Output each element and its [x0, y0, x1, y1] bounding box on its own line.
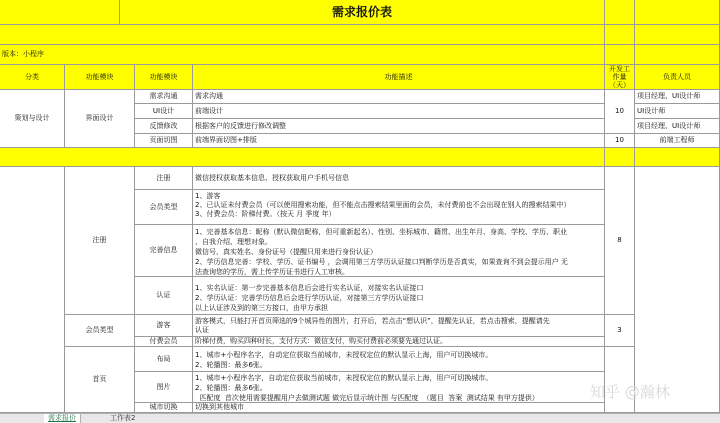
- row-name[interactable]: 游客: [135, 315, 193, 337]
- row-name[interactable]: 图片: [135, 372, 193, 403]
- row-owner[interactable]: 项目经理、UI设计师: [635, 119, 720, 134]
- row-description[interactable]: 阶梯付费，购买四种时长，支付方式：微信支付，购买付费前必须要先通过认证。: [193, 337, 605, 347]
- version-row-owner[interactable]: [635, 45, 720, 65]
- version-row-days[interactable]: [605, 45, 635, 65]
- days-member[interactable]: 3: [605, 315, 635, 347]
- days-register[interactable]: 8: [605, 167, 635, 315]
- header-category[interactable]: 分类: [0, 65, 65, 90]
- row-description[interactable]: 根据客户的反馈进行修改调整: [193, 119, 605, 134]
- header-module-1[interactable]: 功能模块: [65, 65, 135, 90]
- module-member[interactable]: 会员类型: [65, 315, 135, 347]
- row-name[interactable]: 城市切换: [135, 403, 193, 413]
- row-name[interactable]: 布局: [135, 347, 193, 372]
- row-description[interactable]: 游客模式，只能打开首页筛选的9个城异性的图片，打开后，若点击“想认识”，提醒先认证，若点击搜索，提醒请先 认证: [193, 315, 605, 337]
- row-owner[interactable]: 前端工程师: [635, 134, 720, 148]
- row-description[interactable]: 1、实名认证：第一步完善基本信息后会进行实名认证，对接实名认证接口 2、学历认证：完善学历信息后会进行学历认证，对接第三方学历认证接口 以上认证涉及到的第三方接口，由甲方承担: [193, 277, 605, 315]
- row-name[interactable]: 会员类型: [135, 190, 193, 225]
- module-ui-design[interactable]: 界面设计: [65, 90, 135, 148]
- spacer-row-days[interactable]: [605, 25, 635, 45]
- module-home[interactable]: 首页: [65, 347, 135, 413]
- title-cell-owner[interactable]: [635, 0, 720, 25]
- row-description[interactable]: 1、完善基本信息：昵称（默认微信昵称，但可重新起名）、性别、坐标城市、籍贯、出生年月、身高、学校、学历、职业 、自我介绍、理想对象。 微信号、真实姓名、身份证号（提醒只用来进行身份认证） 2、学历信息完善：学校、学历、证书编号 ，会调用第三方学历认证接口判断学历是否真实，如果查询不到会提示用户 无 法查询您的学历，需上传学历证书进行人工审核。: [193, 225, 605, 277]
- header-module-2[interactable]: 功能模块: [135, 65, 193, 90]
- row-name[interactable]: 付费会员: [135, 337, 193, 347]
- row-description[interactable]: 1、游客 2、已认证未付费会员（可以使用搜索功能，但不能点击搜索结果里面的会员，未付费前也不会出现在别人的搜索结果中） 3、付费会员：阶梯付费。（按天 月 季度 年）: [193, 190, 605, 225]
- row-owner[interactable]: UI设计师: [635, 104, 720, 119]
- row-name[interactable]: 需求沟通: [135, 90, 193, 104]
- row-owner[interactable]: 项目经理、UI设计师: [635, 90, 720, 104]
- category-planning[interactable]: 策划与设计: [0, 90, 65, 148]
- watermark: 知乎 @瀚林: [590, 383, 670, 401]
- row-name[interactable]: 认证: [135, 277, 193, 315]
- spacer-row[interactable]: [0, 25, 605, 45]
- row-name[interactable]: 完善信息: [135, 225, 193, 277]
- tab-sheet2[interactable]: 工作表2: [110, 414, 136, 422]
- module-register[interactable]: 注册: [65, 167, 135, 315]
- tab-quote[interactable]: 需求报价: [44, 414, 81, 423]
- spacer-row-owner[interactable]: [635, 25, 720, 45]
- version-label[interactable]: 版本：小程序: [0, 45, 605, 65]
- row-description[interactable]: 微信授权获取基本信息、授权获取用户手机号信息: [193, 167, 605, 190]
- row-name[interactable]: 反馈修改: [135, 119, 193, 134]
- row-name[interactable]: UI设计: [135, 104, 193, 119]
- title-cell-blank[interactable]: [0, 0, 120, 25]
- header-owner[interactable]: 负责人员: [635, 65, 720, 90]
- row-description[interactable]: 前端设计: [193, 104, 605, 119]
- title-cell-days[interactable]: [605, 0, 635, 25]
- row-description[interactable]: 需求沟通: [193, 90, 605, 104]
- row-description[interactable]: 前端界面切图+排版: [193, 134, 605, 148]
- days-planning[interactable]: 10: [605, 90, 635, 134]
- separator-row[interactable]: [0, 148, 605, 167]
- days-home[interactable]: [605, 347, 635, 413]
- row-days[interactable]: 10: [605, 134, 635, 148]
- sheet-title[interactable]: 需求报价表: [120, 0, 605, 25]
- row-description[interactable]: 切换到其他城市: [193, 403, 605, 413]
- category-blank[interactable]: [0, 167, 65, 413]
- row-description[interactable]: 1、城市+小程序名字，自动定位获取当前城市，未授权定位的默认显示上海，用户可切换城市。 2、轮播图：最多6张。: [193, 347, 605, 372]
- header-description[interactable]: 功能描述: [193, 65, 605, 90]
- row-name[interactable]: 页面切图: [135, 134, 193, 148]
- separator-row-days[interactable]: [605, 148, 635, 167]
- owner-blank[interactable]: [635, 167, 720, 413]
- header-days[interactable]: 开发工作量（天）: [605, 65, 635, 90]
- row-description[interactable]: 1、城市+小程序名字，自动定位获取当前城市，未授权定位的默认显示上海，用户可切换城市。 2、轮播图：最多6张。 匹配度 首次使用需要提醒用户去做测试题 做完后显示统计图 与匹配度 （题目 答案 测试结果 有甲方提供）: [193, 372, 605, 403]
- separator-row-owner[interactable]: [635, 148, 720, 167]
- row-name[interactable]: 注册: [135, 167, 193, 190]
